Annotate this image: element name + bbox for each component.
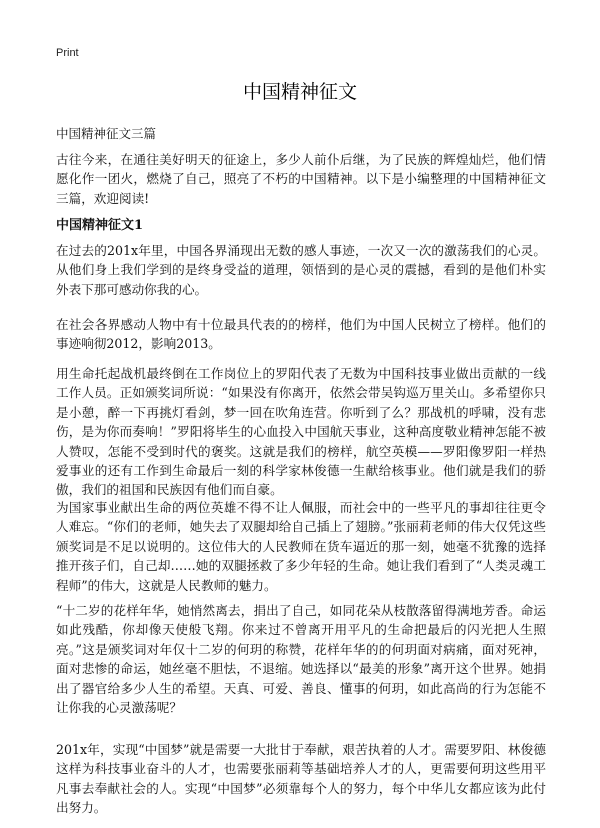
section-heading: 中国精神征文1 [56, 218, 144, 233]
body-paragraph-5: “十二岁的花样年华，她悄然离去，捐出了自己，如同花朵从枝散落留得满地芳香。命运如此残酷，你却像天使般飞翔。你来过不曾离开用平凡的生命把最后的闪光把人生照亮。”这是颁奖词对年仅十二岁的何玥的称赞，花样年华的的何玥面对病痛，面对死神，面对悲惨的命运，她丝毫不胆怯，不退缩。她选择以“最美的形象”离开这个世界。她捐出了器官给多少人生的希望。天真、可爱、善良、懂事的何玥，如此高尚的行为怎能不让你我的心灵激荡呢？ [56, 603, 546, 716]
body-paragraph-4: 为国家事业献出生命的两位英雄不得不让人佩服，而社会中的一些平凡的事却往往更令人难忘。“你们的老师，她失去了双腿却给自己插上了翅膀。”张丽莉老师的伟大仅凭这些颁奖词是不足以说明的。这位伟大的人民教师在货车逼近的那一刻，她毫不犹豫的选择推开孩子们，自己却……她的双腿拯救了多少年轻的生命。她让我们看到了“人类灵魂工程师”的伟大，这就是人民教师的魅力。 [56, 500, 546, 593]
body-paragraph-3: 用生命托起战机最终倒在工作岗位上的罗阳代表了无数为中国科技事业做出贡献的一线工作人员。正如颁奖词所说：“如果没有你离开，依然会带吴钩巡万里关山。多希望你只是小憩，醉一下再挑灯看剑，梦一回在吹角连营。你听到了么？那战机的呼啸，没有悲伤，是为你而奏响！”罗阳将毕生的心血投入中国航天事业，这种高度敬业精神怎能不被人赞叹，怎能不受到时代的褒奖。这就是我们的榜样，航空英模——罗阳像罗阳一样热爱事业的还有工作到生命最后一刻的科学家林俊德一生献给核事业。他们就是我们的骄傲，我们的祖国和民族因有他们而自豪。 [56, 366, 546, 498]
body-paragraph-6: 201x年，实现“中国梦”就是需要一大批甘于奉献，艰苦执着的人才。需要罗阳、林俊德这样为科技事业奋斗的人才，也需要张丽莉等基础培养人才的人，更需要何玥这些用平凡事去奉献社会的人。实现“中国梦”必须靠每个人的努力，每个中华儿女都应该为此付出努力。 [56, 742, 546, 816]
print-label: Print [56, 47, 79, 59]
body-paragraph-1: 在过去的201x年里，中国各界涌现出无数的感人事迹，一次又一次的激荡我们的心灵。从他们身上我们学到的是终身受益的道理，领悟到的是心灵的震撼，看到的是他们朴实外表下那可感动你我的心。 [56, 243, 546, 297]
body-paragraph-2: 在社会各界感动人物中有十位最具代表的的榜样，他们为中国人民树立了榜样。他们的事迹响彻2012，影响2013。 [56, 317, 546, 352]
intro-paragraph: 古往今来，在通往美好明天的征途上，多少人前仆后继，为了民族的辉煌灿烂，他们情愿化作一团火，燃烧了自己，照亮了不朽的中国精神。以下是小编整理的中国精神征文三篇，欢迎阅读! [56, 152, 546, 206]
document-subtitle: 中国精神征文三篇 [56, 126, 157, 141]
document-title: 中国精神征文 [242, 81, 357, 103]
